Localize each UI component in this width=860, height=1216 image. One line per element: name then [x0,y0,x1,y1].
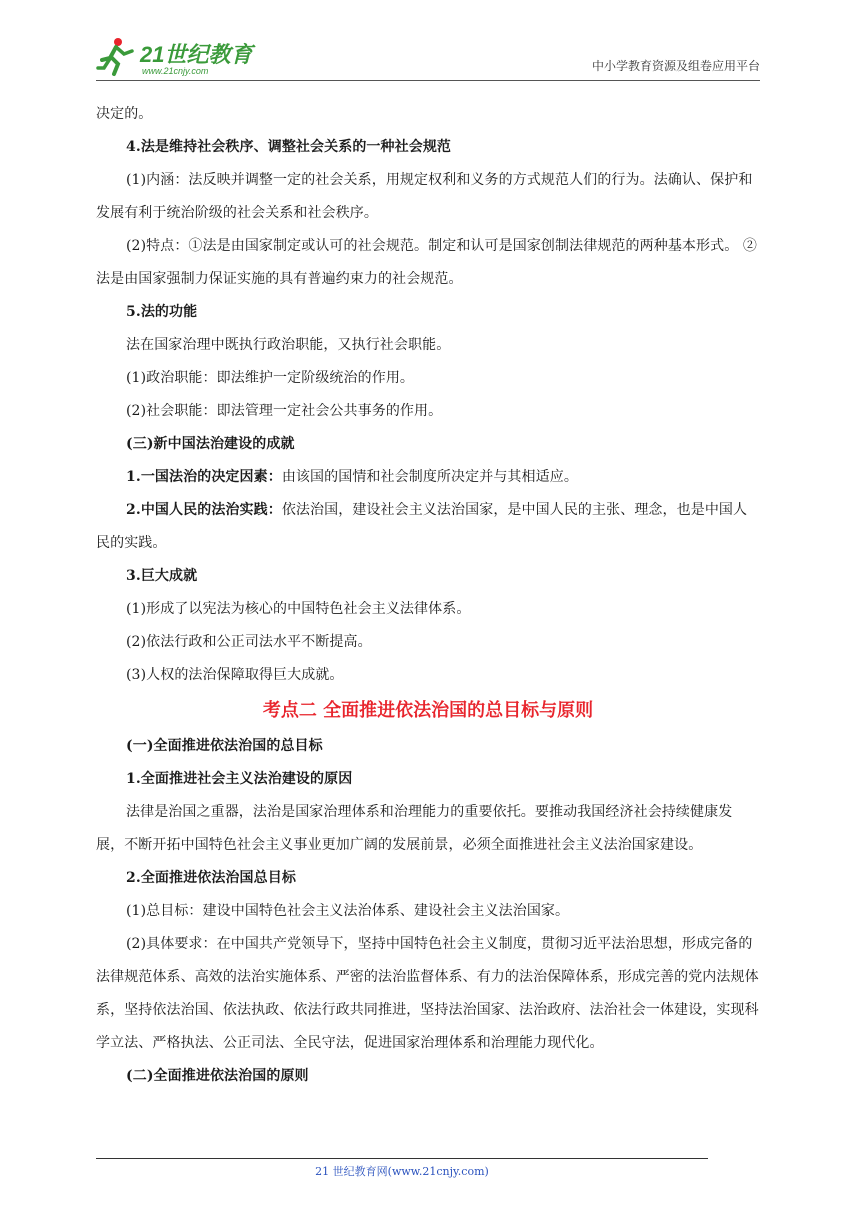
logo-title: 21世纪教育 [140,42,253,67]
heading-goal: 2.全面推进依法治国总目标 [126,870,296,886]
paragraph: (2)具体要求：在中国共产党领导下，坚持中国特色社会主义制度，贯彻习近平法治思想，形成完备的法律规范体系、高效的法治实施体系、严密的法治监督体系、有力的法治保障体系，形成完善的党内法规体系，坚持依法治国、依法执政、依法行政共同推进，坚持法治国家、法治政府、法治社会一体建设，实现科学立法、严格执法、公正司法、全民守法，促进国家治理体系和治理能力现代化。 [96,936,759,1051]
paragraph: 法律是治国之重器，法治是国家治理体系和治理能力的重要依托。要推动我国经济社会持续健康发展，不断开拓中国特色社会主义事业更加广阔的发展前景，必须全面推进社会主义法治国家建设。 [96,804,733,853]
header-divider [96,80,760,81]
document-body [96,98,760,1093]
footer-divider [96,1158,708,1159]
heading-achievements: (三)新中国法治建设的成就 [126,436,295,452]
paragraph: (2)依法行政和公正司法水平不断提高。 [126,634,372,650]
paragraph-text: 依法治国，建设社会主义法治国家，是中国人民的主张、理念，也是中国人民的实践。 [96,502,748,551]
logo-url: www.21cnjy.com [142,66,209,76]
paragraph: 法在国家治理中既执行政治职能，又执行社会职能。 [126,337,451,353]
paragraph: (3)人权的法治保障取得巨大成就。 [126,667,344,683]
page-header [96,34,760,80]
footer-link[interactable]: 21 世纪教育网(www.21cnjy.com) [315,1165,489,1178]
heading-great-achievements: 3.巨大成就 [126,568,198,584]
paragraph [96,461,760,494]
heading-law-norm: 4.法是维持社会秩序、调整社会关系的一种社会规范 [126,139,452,155]
header-platform-text: 中小学教育资源及组卷应用平台 [591,59,760,73]
paragraph: (1)总目标：建设中国特色社会主义法治体系、建设社会主义法治国家。 [126,903,570,919]
paragraph: (1)形成了以宪法为核心的中国特色社会主义法律体系。 [126,601,471,617]
section-title: 考点二 全面推进依法治国的总目标与原则 [262,700,594,721]
paragraph-label: 2.中国人民的法治实践： [126,502,282,518]
paragraph: (2)社会职能：即法管理一定社会公共事务的作用。 [126,403,443,419]
heading-reason: 1.全面推进社会主义法治建设的原因 [126,771,353,787]
paragraph: (1)内涵：法反映并调整一定的社会关系，用规定权利和义务的方式规范人们的行为。法确认、保护和发展有利于统治阶级的社会关系和社会秩序。 [96,172,753,221]
logo-runner-icon [96,34,266,78]
paragraph-label: 1.一国法治的决定因素： [126,469,282,485]
paragraph: (2)特点：①法是由国家制定或认可的社会规范。制定和认可是国家创制法律规范的两种基本形式。 ②法是由国家强制力保证实施的具有普遍约束力的社会规范。 [96,238,757,287]
heading-law-function: 5.法的功能 [126,304,198,320]
heading-principles: (二)全面推进依法治国的原则 [126,1068,309,1084]
paragraph [96,494,760,560]
logo [96,34,266,78]
paragraph: 决定的。 [96,106,153,122]
paragraph-text: 由该国的国情和社会制度所决定并与其相适应。 [281,469,578,485]
paragraph: (1)政治职能：即法维护一定阶级统治的作用。 [126,370,415,386]
heading-overall-goal: (一)全面推进依法治国的总目标 [126,738,323,754]
